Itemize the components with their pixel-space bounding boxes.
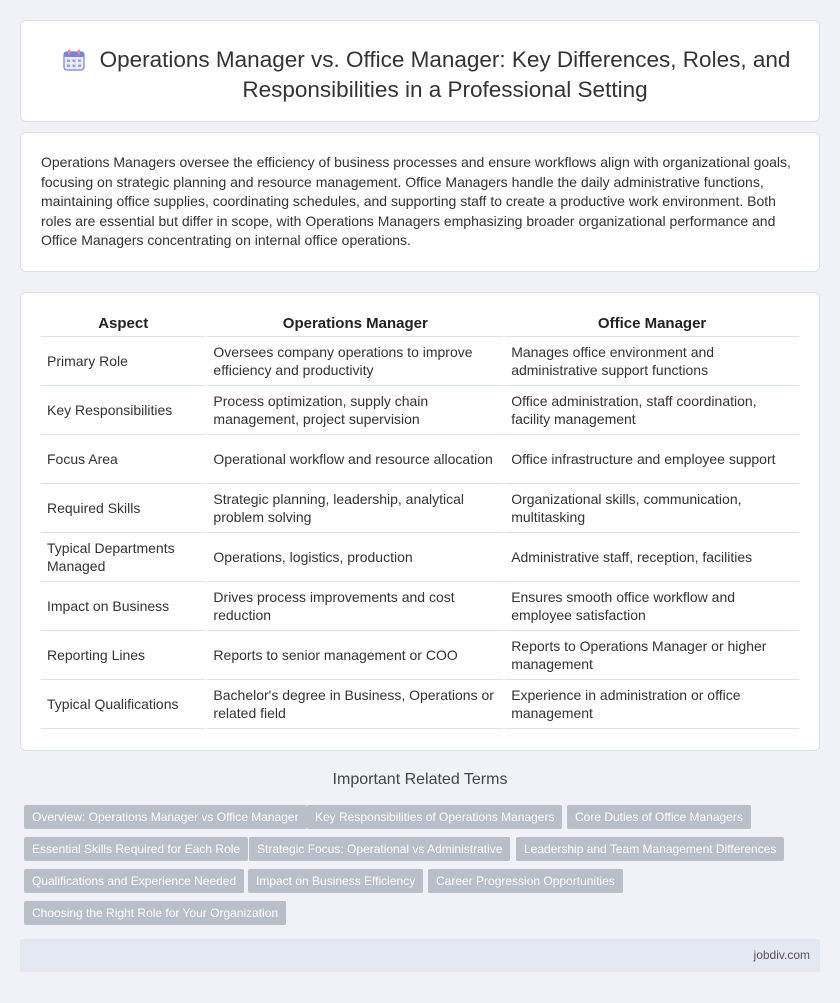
intro-card (20, 132, 820, 272)
cell-aspect: Reporting Lines (41, 631, 205, 680)
header-office-manager: Office Manager (505, 315, 799, 337)
cell-aspect: Focus Area (41, 435, 205, 484)
comparison-table (41, 315, 799, 729)
table-row (41, 631, 799, 680)
related-tag[interactable]: Leadership and Team Management Differences (516, 837, 784, 861)
cell-office-manager: Office infrastructure and employee support (505, 435, 799, 484)
header-operations-manager: Operations Manager (207, 315, 503, 337)
cell-operations-manager: Drives process improvements and cost reduction (207, 582, 503, 631)
cell-operations-manager: Strategic planning, leadership, analytical problem solving (207, 484, 503, 533)
table-header-row (41, 315, 799, 337)
cell-office-manager: Office administration, staff coordination, facility management (505, 386, 799, 435)
cell-aspect: Key Responsibilities (41, 386, 205, 435)
related-tag[interactable]: Key Responsibilities of Operations Managers (307, 805, 562, 829)
title-card (20, 20, 820, 122)
cell-operations-manager: Operations, logistics, production (207, 533, 503, 582)
cell-operations-manager: Reports to senior management or COO (207, 631, 503, 680)
cell-aspect: Typical Departments Managed (41, 533, 205, 582)
table-row (41, 680, 799, 729)
cell-operations-manager: Process optimization, supply chain management, project supervision (207, 386, 503, 435)
intro-paragraph: Operations Managers oversee the efficiency of business processes and ensure workflows align with organizational goals, focusing on strategic planning and resource management. Office Managers handle the daily administrative functions, maintaining office supplies, coordinating schedules, and supporting staff to create a productive work environment. Both roles are essential but differ in scope, with Operations Managers emphasizing broader organizational performance and Office Managers concentrating on internal office operations. (41, 154, 791, 249)
cell-office-manager: Manages office environment and administrative support functions (505, 337, 799, 386)
table-row (41, 435, 799, 484)
related-tag[interactable]: Essential Skills Required for Each Role (24, 837, 248, 861)
table-row (41, 386, 799, 435)
table-row (41, 337, 799, 386)
cell-office-manager: Organizational skills, communication, multitasking (505, 484, 799, 533)
cell-aspect: Typical Qualifications (41, 680, 205, 729)
related-tag[interactable]: Core Duties of Office Managers (567, 805, 751, 829)
cell-aspect: Required Skills (41, 484, 205, 533)
cell-office-manager: Experience in administration or office management (505, 680, 799, 729)
cell-aspect: Impact on Business (41, 582, 205, 631)
table-row (41, 582, 799, 631)
cell-operations-manager: Operational workflow and resource allocation (207, 435, 503, 484)
related-tag[interactable]: Career Progression Opportunities (428, 869, 623, 893)
cell-operations-manager: Oversees company operations to improve efficiency and productivity (207, 337, 503, 386)
related-tag[interactable]: Impact on Business Efficiency (248, 869, 423, 893)
table-row (41, 533, 799, 582)
related-tag[interactable]: Qualifications and Experience Needed (24, 869, 244, 893)
header-aspect: Aspect (41, 315, 205, 337)
related-tag[interactable]: Strategic Focus: Operational vs Administrative (249, 837, 510, 861)
related-tag[interactable]: Overview: Operations Manager vs Office Manager (24, 805, 307, 829)
footer-site[interactable]: jobdiv.com (753, 948, 810, 962)
table-row (41, 484, 799, 533)
cell-aspect: Primary Role (41, 337, 205, 386)
footer (20, 939, 820, 972)
cell-office-manager: Reports to Operations Manager or higher management (505, 631, 799, 680)
cell-office-manager: Ensures smooth office workflow and employee satisfaction (505, 582, 799, 631)
related-terms-title: Important Related Terms (332, 771, 508, 788)
cell-operations-manager: Bachelor's degree in Business, Operations or related field (207, 680, 503, 729)
cell-office-manager: Administrative staff, reception, facilities (505, 533, 799, 582)
related-tag[interactable]: Choosing the Right Role for Your Organization (24, 901, 286, 925)
comparison-table-card (20, 292, 820, 751)
page-title: Operations Manager vs. Office Manager: Key Differences, Roles, and Responsibilities in a Professional Setting (99, 47, 791, 102)
